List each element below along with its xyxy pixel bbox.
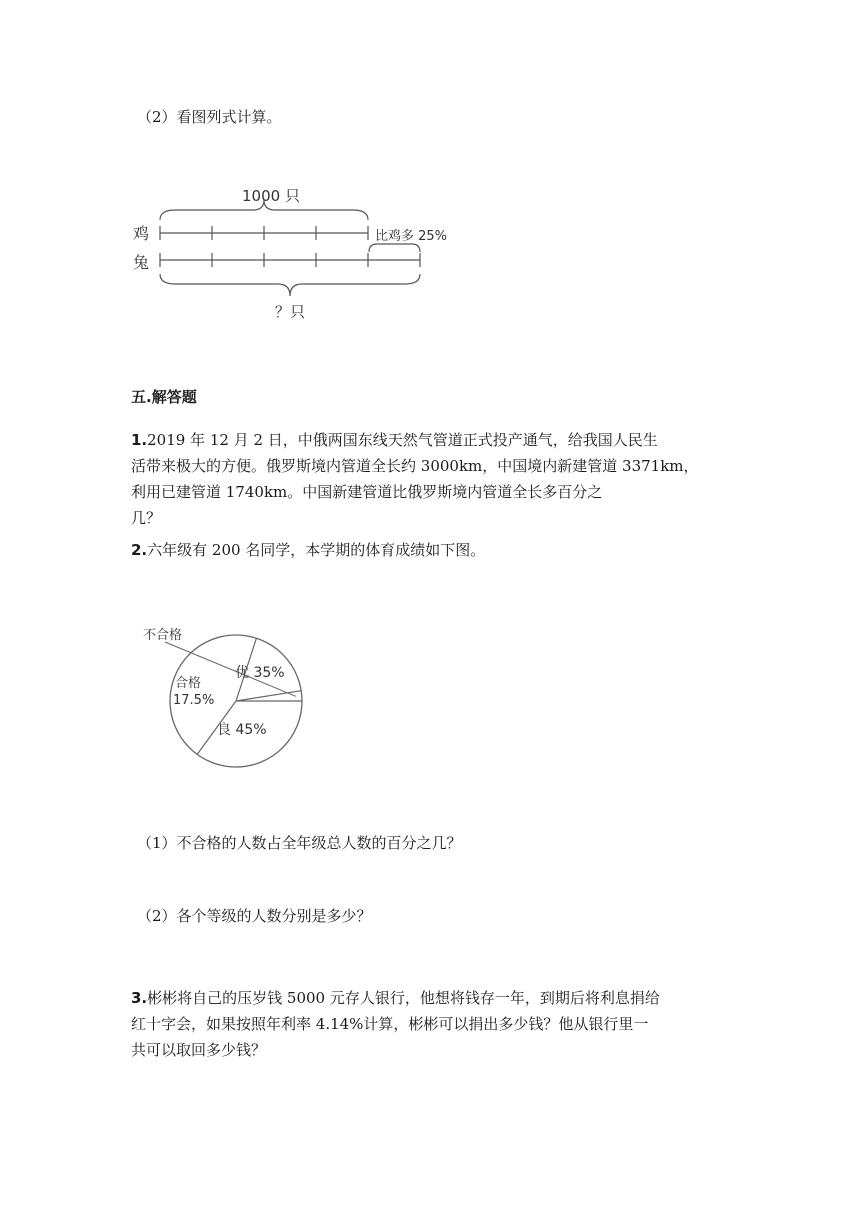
pie-label-good: 优 35% xyxy=(235,665,285,681)
section-heading: 五.解答题 xyxy=(131,388,197,406)
extra-label: 比鸡多 25% xyxy=(375,229,448,244)
pie-label-ok: 良 45% xyxy=(217,722,267,738)
pie-slice-divider-不合格 xyxy=(236,691,301,701)
q2-text: 六年级有 200 名同学，本学期的体育成绩如下图。 xyxy=(147,541,486,559)
top-label: 1000 只 xyxy=(242,187,300,205)
q1-line-2: 活带来极大的方便。俄罗斯境内管道全长约 3000km，中国境内新建管道 3371km， xyxy=(131,457,699,475)
q2-sub2: （2）各个等级的人数分别是多少？ xyxy=(137,907,372,925)
row2-label: 兔 xyxy=(133,253,150,272)
q3-number: 3. xyxy=(131,989,148,1007)
q1-line-3: 利用已建管道 1740km。中国新建管道比俄罗斯境内管道全长多百分之 xyxy=(131,483,603,501)
bottom-label: ？只 xyxy=(275,303,306,321)
row1-label: 鸡 xyxy=(133,224,150,243)
question-3 xyxy=(131,985,660,1063)
q3-line-2: 红十字会，如果按照年利率 4.14%计算，彬彬可以捐出多少钱？他从银行里一 xyxy=(131,1015,649,1033)
bottom-brace xyxy=(160,274,420,296)
q3-line-1: 3.彬彬将自己的压岁钱 5000 元存人银行，他想将钱存一年，到期后将利息捐给 xyxy=(131,989,660,1007)
question-2 xyxy=(131,537,485,563)
pie-label-pass-value: 17.5% xyxy=(173,693,215,708)
q1-number: 1. xyxy=(131,431,148,449)
pie-chart xyxy=(125,615,325,775)
q2-sub1: （1）不合格的人数占全年级总人数的百分之几？ xyxy=(137,834,462,852)
q1-line-1: 1.2019 年 12 月 2 日，中俄两国东线天然气管道正式投产通气，给我国人民生 xyxy=(131,431,658,449)
pie-label-bad: 不合格 xyxy=(143,628,183,643)
q1-line-4: 几？ xyxy=(131,509,162,527)
extra-brace xyxy=(369,244,420,252)
part2-label: （2）看图列式计算。 xyxy=(137,108,282,126)
question-1 xyxy=(131,427,699,531)
q2-number: 2. xyxy=(131,541,148,559)
q3-line-3: 共可以取回多少钱？ xyxy=(131,1041,267,1059)
segment-diagram xyxy=(125,180,465,330)
pie-label-pass-name: 合格 xyxy=(175,676,202,691)
